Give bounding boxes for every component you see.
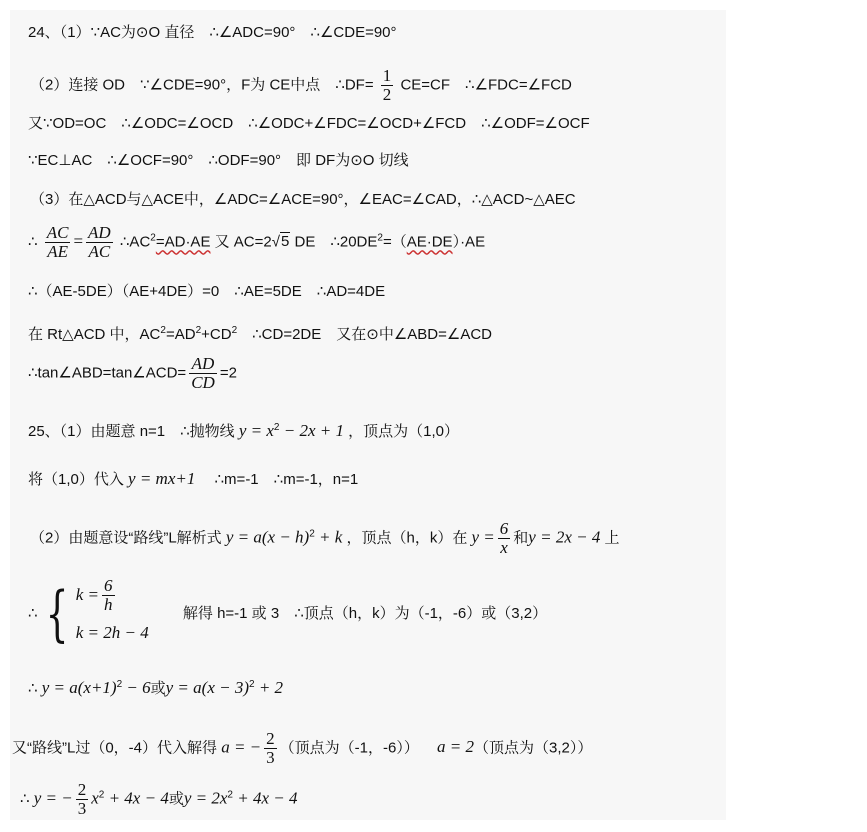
superscript: 2 [160,325,166,336]
q24-ratio-line [28,224,485,261]
therefore-symbol: ∴ [28,605,38,622]
fraction-denominator: AC [88,242,111,261]
final-eq1-a: y = − [33,788,73,808]
superscript: 2 [116,679,123,690]
substitute-text: 将（1,0）代入 [28,471,124,488]
result-eq1-b: − 6 [122,678,151,697]
substitute-result: ∴m=-1 ∴m=-1，n=1 [199,471,359,488]
on-text: 上 [604,529,620,547]
q24-line4: ∵EC⊥AC ∴∠OCF=90° ∴ODF=90° 即 DF为⊙O 切线 [28,152,409,169]
superscript: 2 [98,789,105,801]
superscript: 2 [273,422,280,433]
a-value-2: a = 2 [437,737,474,757]
q24-part2-text-b: CE=CF ∴∠FDC=∠FCD [400,76,572,94]
q25-solve-a-line [12,730,592,767]
fraction-numerator: AD [88,223,111,242]
tan-text: ∴tan∠ABD=tan∠ACD= [28,364,187,382]
fraction-numerator: 1 [382,66,392,85]
equals-sign: = [73,231,84,251]
hyperbola-eq: y = [471,527,495,547]
ratio-text-c: 又 AC=2 [214,233,272,251]
therefore-symbol: ∴ [28,680,38,697]
q24-part3-line: （3）在△ACD与△ACE中，∠ADC=∠ACE=90°，∠EAC=∠CAD，∴△ACD~△AEC [30,191,576,208]
route-eq-b: + k [314,527,343,547]
system-solution-text: 解得 h=-1 或 3 ∴顶点（h，k）为（-1，-6）或（3,2） [182,605,548,622]
superscript: 2 [227,789,233,801]
tan-result: =2 [219,364,237,382]
q24-tan-line [28,355,237,392]
fraction-6-x [498,520,511,557]
fraction-2-3-final [76,781,89,818]
q24-part2-line [30,67,572,104]
q25-part2-line [30,520,620,557]
fraction-numerator: 6 [104,575,113,595]
or-text: 或 [150,680,166,697]
ratio-text-g: ）·AE [452,233,486,251]
final-eq2-b: + 4x − 4 [232,788,298,808]
ratio-text-e: =（ [382,233,407,251]
fraction-denominator: h [104,594,113,614]
system-row-1 [76,576,149,614]
vertex-text: ，顶点为（1,0） [348,423,460,440]
equation-system [76,576,149,652]
left-brace-icon: { [45,579,69,649]
fraction-ac-ae [45,224,71,261]
system-eq2: k = 2h − 4 [75,623,149,642]
q25-system-line [28,576,547,652]
fraction-ad-cd [189,355,217,392]
fraction-2-3 [264,730,277,767]
fraction-denominator: x [500,538,508,557]
radicand: 5 [280,233,290,251]
q25-part1-line [28,418,459,442]
parabola-eq-b: − 2x + 1 [279,421,344,440]
q25-result-line [28,675,283,699]
line-eq-2x: y = 2x − 4 [528,527,601,547]
superscript: 2 [150,232,156,244]
system-eq1-lhs: k = [75,585,100,604]
line8-text-d: ∴CD=2DE 又在⊙中∠ABD=∠ACD [237,326,493,343]
final-eq2-a: y = 2x [183,788,228,808]
line8-text-c: +CD [201,326,232,343]
fraction-numerator: AC [46,223,69,242]
ratio-text-d: DE ∴20DE [294,233,378,251]
q24-part1-text: （1）∵AC为⊙O 直径 ∴∠ADC=90° ∴∠CDE=90° [59,24,397,41]
system-row-2 [76,614,149,652]
or-text: 或 [168,790,184,808]
ratio-text-b: =AD·AE [155,233,211,251]
result-eq2-a: y = a(x − 3) [165,678,249,697]
vertex-on-text: ，顶点（h，k）在 [346,529,468,547]
q25-part2-text: （2）由题意设“路线”L解析式 [30,529,222,547]
q24-line3: 又∵OD=OC ∴∠ODC=∠OCD ∴∠ODC+∠FDC=∠OCD+∠FCD ∴∠ODF=∠OCF [28,115,590,132]
fraction-denominator: 2 [382,85,392,104]
q24-line8 [28,321,492,345]
parabola-eq-a: y = x [238,421,274,440]
line-equation: y = mx+1 [128,469,196,488]
q24-line7: ∴（AE-5DE）（AE+4DE）=0 ∴AE=5DE ∴AD=4DE [28,283,386,300]
therefore-symbol: ∴ [20,790,30,808]
and-text: 和 [513,529,529,547]
ratio-text-a: ∴AC [119,233,151,251]
result-eq2-b: + 2 [254,678,284,697]
superscript: 2 [249,679,255,690]
q25-final-line [20,781,297,818]
route-eq-a: y = a(x − h) [225,527,310,547]
vertex-note-2: （顶点为（3,2）） [473,739,593,757]
question-number-24: 24、 [28,24,60,41]
fraction-one-half [381,67,394,104]
ratio-text-f: AE·DE [406,233,453,251]
fraction-6-h [102,577,115,614]
sqrt-symbol: √ [271,233,280,251]
fraction-numerator: AD [189,355,217,374]
q24-part1-line [28,23,397,43]
line8-text-b: =AD [165,326,196,343]
fraction-denominator: 3 [266,748,275,767]
superscript: 2 [195,325,202,336]
solution-page [10,10,726,820]
solve-a-text: 又“路线”L过（0，-4）代入解得 [12,739,218,757]
fraction-numerator: 2 [77,780,87,799]
fraction-ad-ac [86,224,113,261]
fraction-denominator: 3 [77,799,87,818]
fraction-numerator: 2 [266,729,275,748]
vertex-note-1: （顶点为（-1，-6）） [279,739,419,757]
final-eq1-b: x [91,788,99,808]
result-eq1-a: y = a(x+1) [41,678,117,697]
q24-part2-text-a: （2）连接 OD ∵∠CDE=90°，F为 CE中点 ∴DF= [30,76,374,94]
line8-text-a: 在 Rt△ACD 中，AC [28,326,161,343]
fraction-numerator: 6 [499,519,509,538]
superscript: 2 [377,232,383,244]
final-eq1-c: + 4x − 4 [104,788,169,808]
q25-part1-text: 25、（1）由题意 n=1 ∴抛物线 [28,423,235,440]
therefore-symbol: ∴ [28,233,38,251]
superscript: 2 [231,325,238,336]
q25-substitute-line [28,469,358,490]
a-value-1: a = − [221,737,262,757]
superscript: 2 [309,528,315,540]
fraction-denominator: AE [47,242,68,261]
fraction-denominator: CD [191,373,215,392]
